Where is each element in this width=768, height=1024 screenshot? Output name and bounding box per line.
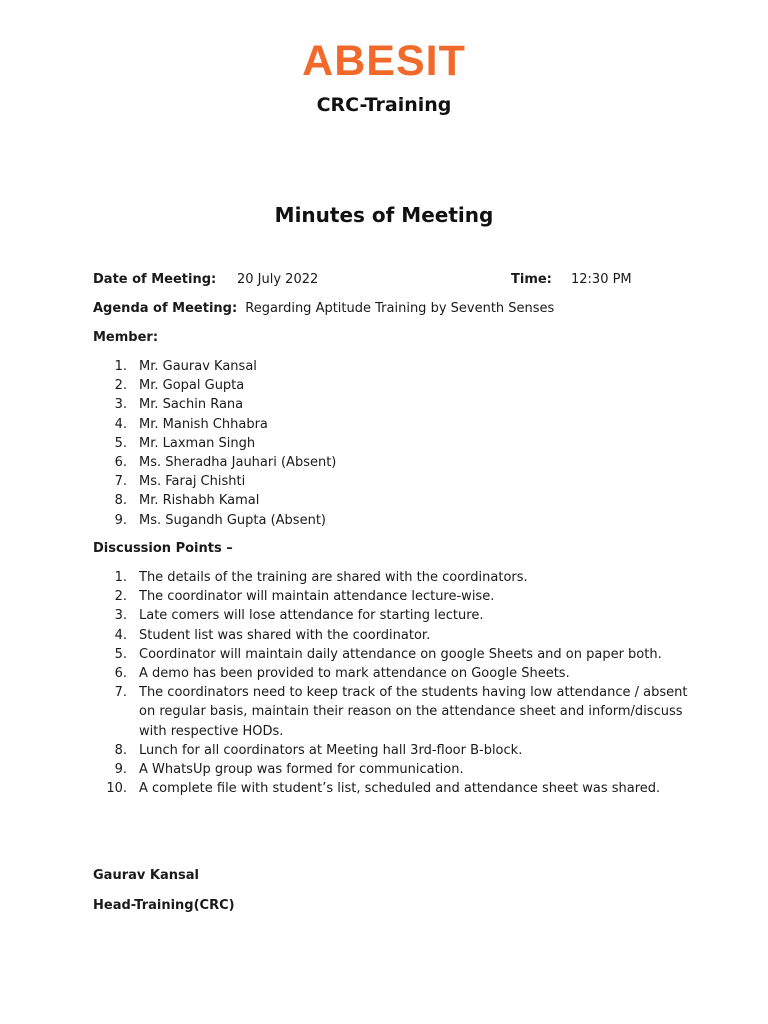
list-item [93,491,699,510]
list-number: 9. [114,762,127,778]
list-number: 3. [114,397,127,413]
list-number: 6. [114,455,127,471]
list-number: 8. [114,742,127,758]
member-name: Mr. Sachin Rana [139,397,244,413]
list-item [93,760,699,779]
point-text: Student list was shared with the coordinator. [139,627,431,643]
list-item [93,645,699,664]
list-item [93,587,699,606]
member-name: Ms. Sheradha Jauhari (Absent) [139,455,337,471]
list-number: 6. [114,666,127,682]
list-item [93,626,699,645]
list-number: 7. [114,474,127,490]
member-name: Ms. Faraj Chishti [139,474,246,490]
signatory-designation: Head-Training(CRC) [93,898,235,913]
list-number: 2. [114,378,127,394]
member-name: Mr. Gopal Gupta [139,378,245,394]
member-name: Mr. Gaurav Kansal [139,359,257,374]
point-text: A demo has been provided to mark attendance on Google Sheets. [139,666,570,682]
subtitle: CRC-Training [316,94,452,116]
agenda-line [93,299,554,318]
signatory-name: Gaurav Kansal [93,868,199,883]
date-value: 20 July 2022 [237,272,319,287]
document-title: Minutes of Meeting [274,203,494,227]
point-text: The details of the training are shared with the coordinators. [139,570,528,585]
time-value: 12:30 PM [571,272,632,287]
list-item [93,453,699,472]
point-text: Lunch for all coordinators at Meeting hall 3rd-floor B-block. [139,742,523,758]
member-name: Mr. Laxman Singh [139,435,256,451]
point-text: A complete file with student’s list, scheduled and attendance sheet was shared. [139,781,661,797]
list-item [93,434,699,453]
list-number: 10. [106,781,127,797]
member-name: Mr. Rishabh Kamal [139,493,260,509]
member-name: Mr. Manish Chhabra [139,416,268,432]
list-number: 8. [114,493,127,509]
list-item [93,357,699,376]
list-item [93,568,699,587]
point-text: A WhatsUp group was formed for communication. [139,762,464,778]
list-number: 1. [114,570,127,585]
list-item [93,606,699,625]
list-item [93,741,699,760]
list-number: 5. [114,435,127,451]
list-number: 4. [114,416,127,432]
list-item [93,511,699,530]
list-number: 9. [114,512,127,528]
point-text: Coordinator will maintain daily attendance on google Sheets and on paper both. [139,646,662,662]
members-label: Member: [93,330,159,345]
members-list [93,357,699,530]
list-number: 1. [114,359,127,374]
date-label: Date of Meeting: [93,272,217,287]
discussion-points-list [93,568,699,798]
list-item [93,376,699,395]
point-text: The coordinator will maintain attendance lecture-wise. [139,589,495,605]
list-number: 4. [114,627,127,643]
list-item [93,683,699,741]
list-item [93,395,699,414]
agenda-label: Agenda of Meeting: [93,301,238,316]
list-number: 2. [114,589,127,605]
discussion-label: Discussion Points – [93,541,233,556]
list-item [93,472,699,491]
list-number: 7. [114,685,127,701]
logo: ABESIT [302,37,466,85]
list-item [93,415,699,434]
agenda-value: Regarding Aptitude Training by Seventh Senses [245,301,555,316]
list-number: 5. [114,646,127,662]
list-item [93,664,699,683]
list-number: 3. [114,608,127,624]
point-text: Late comers will lose attendance for starting lecture. [139,608,484,624]
list-item [93,779,699,798]
point-text: The coordinators need to keep track of the students having low attendance / absent on regular basis, maintain their reason on the attendance sheet and inform/discuss with respective HODs. [139,685,688,739]
member-name: Ms. Sugandh Gupta (Absent) [139,512,326,528]
time-label: Time: [511,272,552,287]
